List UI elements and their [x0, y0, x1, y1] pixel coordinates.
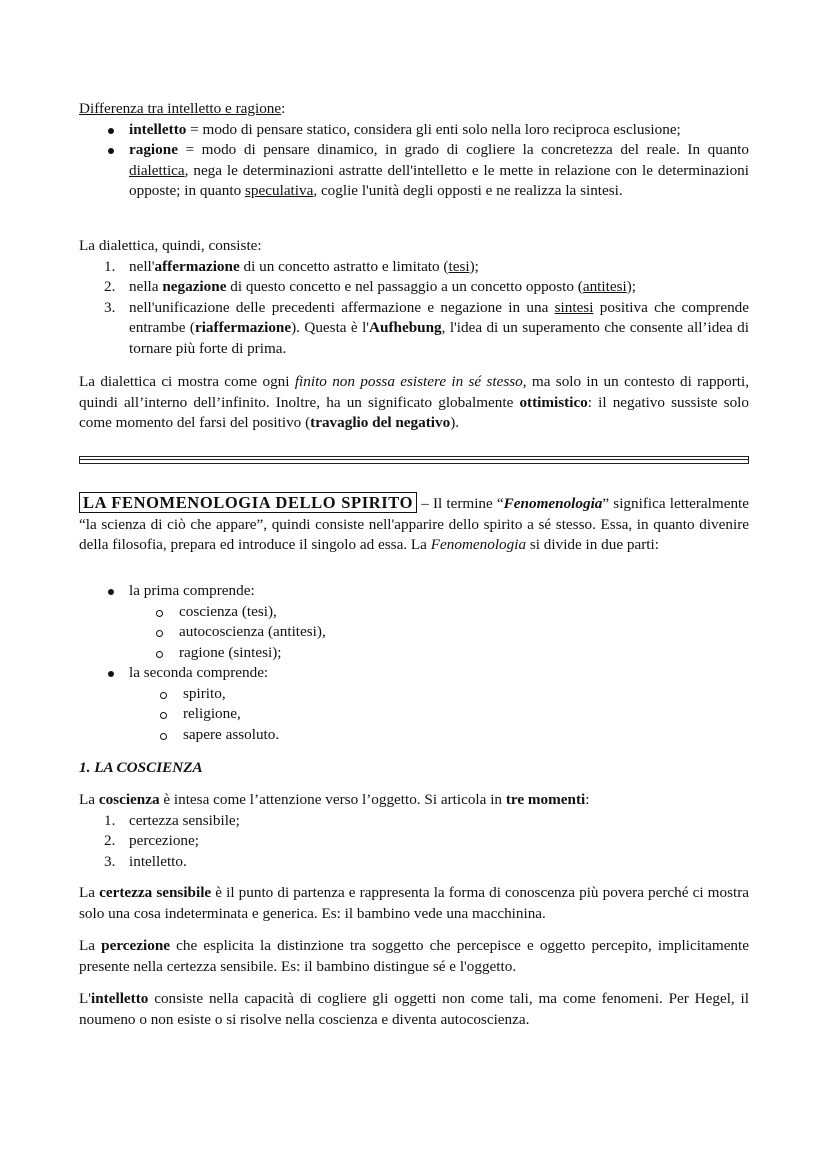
bullet-ragione: [79, 140, 749, 202]
item-underlined: sintesi: [554, 298, 594, 316]
list-item: [79, 663, 749, 684]
term-fenomenologia: Fenomenologia: [503, 495, 603, 512]
item-underlined: antitesi: [582, 278, 627, 295]
heading-colon: :: [281, 100, 286, 117]
para-text: – Il termine “: [417, 495, 504, 512]
para-text: si divide in due parti:: [526, 536, 659, 553]
bullet-dot-icon: [108, 128, 114, 134]
numbered-item: [79, 831, 749, 852]
sub-item-text: autocoscienza (antitesi),: [179, 623, 326, 640]
item-text: );: [626, 278, 636, 295]
item-underlined: tesi: [448, 257, 470, 275]
item-number: 2.: [104, 832, 116, 849]
dialettica-intro: La dialettica, quindi, consiste:: [79, 237, 262, 254]
para-text: che esplicita la distinzione tra soggetto che percepisce e oggetto percepito, implicitamente presente nella certezza sensibile. Es: il bambino distingue sé e l'oggetto.: [79, 937, 749, 975]
heading-line: [79, 99, 749, 120]
item-number: 1.: [104, 811, 116, 829]
circle-bullet-icon: [160, 712, 167, 719]
section-fenomenologia: [79, 493, 749, 556]
item-text: intelletto.: [129, 852, 187, 870]
bullet-text: , nega le determinazioni astratte dell'intelletto e le mette in relazione con le determinazioni opposte; in quanto: [129, 161, 749, 199]
numbered-item: [79, 257, 749, 278]
item-text: di un concetto astratto e limitato (: [239, 257, 449, 275]
circle-bullet-icon: [156, 651, 163, 658]
item-bold: riaffermazione: [194, 319, 292, 336]
sub-item-text: sapere assoluto.: [183, 725, 280, 743]
item-text: certezza sensibile;: [129, 811, 240, 829]
sub-list-item: [79, 643, 749, 664]
para-bold: tre momenti: [505, 791, 586, 808]
double-rule-divider: [79, 456, 749, 465]
sub-item-text: ragione (sintesi);: [179, 643, 282, 661]
bullet-intelletto: [79, 120, 749, 141]
para-text: è il punto di partenza e rappresenta la forma di conoscenza più povera perché ci mostra solo una cosa indeterminata e generica. Es: il bambino vede una macchinina.: [79, 884, 749, 922]
item-number: 2.: [104, 278, 116, 295]
para-text: consiste nella capacità di cogliere gli oggetti non come tali, ma come fenomeni. Per Hegel, il noumeno o non esiste o si risolve nella coscienza e diventa autocoscienza.: [79, 990, 749, 1028]
list-item: [79, 581, 749, 602]
item-number: 1.: [104, 257, 116, 275]
para-bold: ottimistico: [519, 393, 588, 411]
part-label: la prima comprende:: [129, 582, 255, 599]
term-ragione: ragione: [129, 141, 178, 158]
fenomenologia-title: LA FENOMENOLOGIA DELLO SPIRITO: [79, 492, 417, 513]
fenomenologia-parts: [79, 581, 749, 745]
section-coscienza: [79, 758, 749, 779]
bullet-dot-icon: [108, 148, 114, 154]
sub-list-item: [79, 602, 749, 623]
item-bold: negazione: [162, 278, 227, 295]
para-bold: percezione: [101, 937, 171, 954]
sub-item-text: religione,: [183, 705, 241, 722]
bullet-text: = modo di pensare dinamico, in grado di cogliere la concretezza del reale. In quanto: [177, 141, 749, 158]
sub-list-item: [79, 704, 749, 725]
term-speculativa: speculativa: [245, 182, 314, 199]
para-text: : il negativo sussiste solo come momento del farsi del positivo (: [79, 393, 749, 431]
bullet-dot-icon: [108, 671, 114, 677]
item-text: ). Questa è l': [291, 319, 370, 336]
para-text: La: [79, 884, 100, 901]
item-text: positiva che comprende entrambe (: [129, 298, 750, 336]
circle-bullet-icon: [156, 630, 163, 637]
sub-item-text: spirito,: [183, 684, 226, 702]
circle-bullet-icon: [156, 610, 163, 617]
circle-bullet-icon: [160, 692, 167, 699]
item-bold: affermazione: [154, 257, 240, 275]
term-fenomenologia-italic: Fenomenologia: [430, 536, 527, 553]
item-number: 3.: [104, 298, 116, 316]
coscienza-intro-block: [79, 790, 749, 872]
sub-list-item: [79, 684, 749, 705]
para-text: L': [79, 990, 92, 1007]
bullet-text: = modo di pensare statico, considera gli enti solo nella loro reciproca esclusione;: [186, 120, 681, 138]
bullet-text: , coglie l'unità degli opposti e ne realizza la sintesi.: [313, 182, 623, 199]
bullet-dot-icon: [108, 589, 114, 595]
para-text: è intesa come l’attenzione verso l’oggetto. Si articola in: [159, 791, 506, 808]
para-bold: coscienza: [98, 791, 160, 808]
numbered-item: [79, 852, 749, 873]
sub-list-item: [79, 725, 749, 746]
para-text: :: [585, 791, 590, 808]
section-dialettica: [79, 236, 749, 359]
para-italic: finito non possa esistere in sé stesso: [294, 373, 523, 390]
item-bold: Aufhebung: [369, 319, 442, 336]
para-bold: intelletto: [91, 990, 149, 1007]
item-text: percezione;: [129, 832, 199, 849]
paragraph-intelletto: [79, 989, 749, 1030]
item-text: );: [469, 257, 479, 275]
item-text: , l'idea di un superamento che consente all’idea di tornare più forte di prima.: [129, 319, 749, 357]
sub-list-item: [79, 622, 749, 643]
para-text: La dialettica ci mostra come ogni: [79, 373, 295, 390]
para-text: , ma solo in un contesto di rapporti, quindi all’interno dell’infinito. Inoltre, ha un significato globalmente: [79, 373, 750, 411]
circle-bullet-icon: [160, 733, 167, 740]
para-text: La: [79, 791, 99, 808]
numbered-item: [79, 277, 749, 298]
term-dialettica: dialettica: [129, 161, 185, 179]
item-text: nell': [129, 257, 155, 275]
paragraph-certezza: [79, 883, 749, 924]
numbered-item: [79, 298, 749, 360]
para-bold: certezza sensibile: [99, 884, 212, 901]
sub-item-text: coscienza (tesi),: [179, 602, 277, 620]
paragraph-percezione: [79, 936, 749, 977]
para-text: La: [79, 937, 102, 954]
item-text: nella: [129, 278, 163, 295]
item-text: nell'unificazione delle precedenti affermazione e negazione in una: [129, 298, 555, 316]
para-text: ” significa letteralmente “la scienza di ciò che appare”, quindi consiste nell'apparire dello spirito a sé stesso. Essa, in quanto divenire della filosofia, prepara ed introduce il singolo ad essa. La: [79, 495, 749, 553]
para-bold: travaglio del negativo: [310, 414, 451, 431]
item-text: di questo concetto e nel passaggio a un concetto opposto (: [226, 278, 583, 295]
part-label: la seconda comprende:: [129, 664, 269, 681]
term-intelletto: intelletto: [129, 120, 187, 138]
item-number: 3.: [104, 852, 116, 870]
section-intelletto-ragione: [79, 99, 749, 202]
numbered-item: [79, 811, 749, 832]
coscienza-heading: 1. LA COSCIENZA: [79, 759, 203, 776]
section-heading: Differenza tra intelletto e ragione: [79, 100, 282, 117]
paragraph-dialettica: [79, 372, 749, 434]
para-text: ).: [450, 414, 460, 431]
